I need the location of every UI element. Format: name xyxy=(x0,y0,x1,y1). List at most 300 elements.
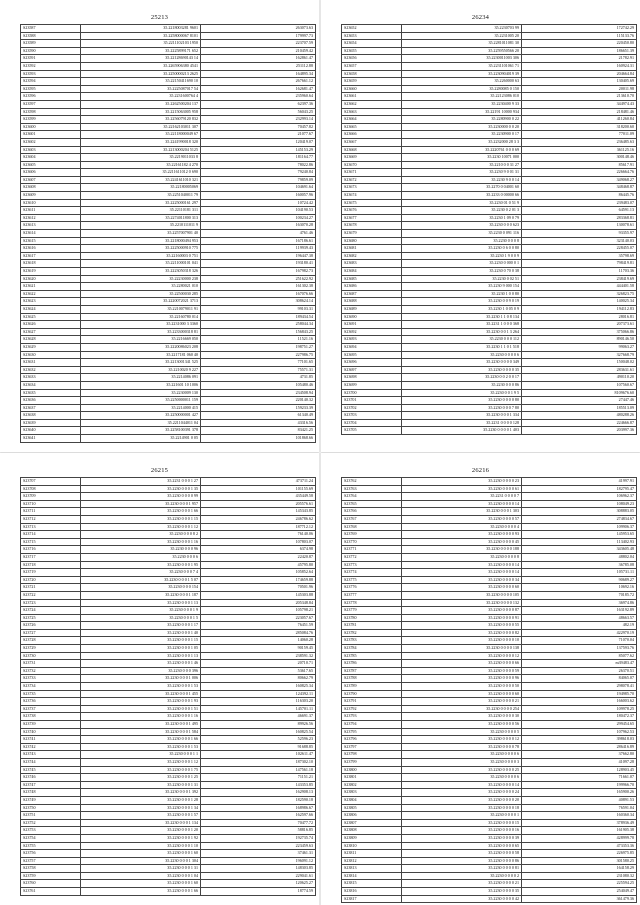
row-id-cell: S23788 xyxy=(342,675,402,683)
value-cell: 148303.85 xyxy=(201,865,316,873)
row-id-cell: S23708 xyxy=(21,485,81,493)
value-cell: 490110.20 xyxy=(522,374,637,382)
data-table xyxy=(341,477,637,903)
row-id-cell: S23655 xyxy=(342,47,402,55)
row-id-cell: S23634 xyxy=(21,381,81,389)
row-id-cell: S23601 xyxy=(21,131,81,139)
value-cell: 187712.12 xyxy=(201,523,316,531)
coordinate-cell: 35.2230 0 0 0 154 xyxy=(81,584,201,592)
table-row xyxy=(342,812,637,820)
value-cell: 35798.69 xyxy=(522,252,637,260)
table-row xyxy=(21,154,316,162)
coordinate-cell: 35.2231000 3 3360 xyxy=(81,321,201,329)
coordinate-cell: 35.2230 0 0 0 1 20 xyxy=(81,827,201,835)
value-cell: 76451.59 xyxy=(201,622,316,630)
table-row xyxy=(21,328,316,336)
coordinate-cell: 35.2230 0 0 0 0 80 xyxy=(402,397,522,405)
coordinate-cell: 35.2230 0 0 0 1 92 xyxy=(81,834,201,842)
row-id-cell: S23678 xyxy=(342,222,402,230)
table-row xyxy=(342,895,637,903)
table-row xyxy=(21,252,316,260)
row-id-cell: S23750 xyxy=(21,804,81,812)
row-id-cell: S23789 xyxy=(342,683,402,691)
row-id-cell: S23793 xyxy=(342,713,402,721)
coordinate-cell: 35.2233000318 81 xyxy=(81,328,201,336)
coordinate-cell: 35.2230 0 0 0 1 95 xyxy=(81,561,201,569)
table-row xyxy=(342,419,637,427)
table-row xyxy=(21,25,316,33)
table-row xyxy=(21,343,316,351)
row-id-cell: S23621 xyxy=(21,283,81,291)
coordinate-cell: 35.2230 0 0 0 0 21 xyxy=(402,698,522,706)
table-row xyxy=(21,698,316,706)
table-row xyxy=(342,622,637,630)
coordinate-cell: 35.2231 0 0 0 0 7 xyxy=(402,493,522,501)
row-id-cell: S23682 xyxy=(342,252,402,260)
coordinate-cell: 35.2230703 99 xyxy=(402,25,522,33)
row-id-cell: S23764 xyxy=(342,493,402,501)
table-row xyxy=(21,721,316,729)
value-cell: 70457.82 xyxy=(201,123,316,131)
value-cell: 196447.38 xyxy=(201,252,316,260)
value-cell: 326823.75 xyxy=(522,290,637,298)
value-cell: 203997.36 xyxy=(522,427,637,435)
table-row xyxy=(21,789,316,797)
table-row xyxy=(342,766,637,774)
value-cell: 236485.63 xyxy=(522,138,637,146)
row-id-cell: S23704 xyxy=(342,419,402,427)
coordinate-cell: 35.2230 0 0 0 0 50 xyxy=(402,683,522,691)
table-row xyxy=(342,343,637,351)
page-title: 26215 xyxy=(150,467,169,474)
table-row xyxy=(21,713,316,721)
table-row xyxy=(21,599,316,607)
row-id-cell: S23737 xyxy=(21,705,81,713)
coordinate-cell: 35.2230 0 0 0 0 18 xyxy=(402,804,522,812)
value-cell: 238591.32 xyxy=(201,652,316,660)
table-row xyxy=(21,199,316,207)
value-cell: 246786.62 xyxy=(201,515,316,523)
table-row xyxy=(342,880,637,888)
value-cell: 37662.80 xyxy=(522,751,637,759)
coordinate-cell: 35.2210079011 91 xyxy=(81,305,201,313)
value-cell: 482.19 xyxy=(522,622,637,630)
value-cell: 79240.84 xyxy=(201,169,316,177)
value-cell: 93355.97 xyxy=(522,230,637,238)
row-id-cell: S23800 xyxy=(342,766,402,774)
row-id-cell: S23730 xyxy=(21,652,81,660)
coordinate-cell: 35.2230 0 0 0 0 349 xyxy=(402,359,522,367)
table-row xyxy=(21,872,316,880)
row-id-cell: S23664 xyxy=(342,116,402,124)
coordinate-cell: 35.2230 0 0 0 0 96 xyxy=(402,675,522,683)
table-row xyxy=(342,827,637,835)
row-id-cell: S23745 xyxy=(21,766,81,774)
coordinate-cell: 35.2230 0 091 116 xyxy=(402,230,522,238)
value-cell: 104691.64 xyxy=(201,184,316,192)
coordinate-cell: 35.22191 10000 934 xyxy=(402,108,522,116)
coordinate-cell: 35.2231005 20 xyxy=(402,32,522,40)
table-row xyxy=(21,667,316,675)
value-cell: 79859.09 xyxy=(201,176,316,184)
value-cell: 14060.28 xyxy=(201,637,316,645)
data-table xyxy=(341,24,637,435)
value-cell: 77101.65 xyxy=(201,359,316,367)
row-id-cell: S23779 xyxy=(342,607,402,615)
row-id-cell: S23740 xyxy=(21,728,81,736)
row-id-cell: S23592 xyxy=(21,62,81,70)
value-cell: 78022.86 xyxy=(201,161,316,169)
coordinate-cell: 35.2230900 0 17 xyxy=(402,131,522,139)
table-row xyxy=(21,781,316,789)
coordinate-cell: 35.2230 0 0 0 0 55 xyxy=(402,622,522,630)
table-row xyxy=(21,374,316,382)
value-cell: 119939.43 xyxy=(201,245,316,253)
table-row xyxy=(21,290,316,298)
row-id-cell: S23626 xyxy=(21,321,81,329)
table-row xyxy=(342,116,637,124)
table-row xyxy=(21,819,316,827)
coordinate-cell: 35.2230 0 0 0 112 xyxy=(402,336,522,344)
row-id-cell: S23628 xyxy=(21,336,81,344)
row-id-cell: S23739 xyxy=(21,721,81,729)
coordinate-cell: 35.2211000101 041 xyxy=(81,260,201,268)
value-cell: 145343.85 xyxy=(201,508,316,516)
coordinate-cell: 35.2230 0 0 0 0 57 xyxy=(402,515,522,523)
value-cell: 223707.59 xyxy=(201,40,316,48)
coordinate-cell: 35.2230 9 0 0 14 xyxy=(402,176,522,184)
row-id-cell: S23802 xyxy=(342,781,402,789)
coordinate-cell: 35.2280900 0 22 xyxy=(402,116,522,124)
row-id-cell: S23774 xyxy=(342,569,402,577)
row-id-cell: S23749 xyxy=(21,796,81,804)
value-cell: 48802.04 xyxy=(522,553,637,561)
row-id-cell: S23761 xyxy=(21,888,81,896)
table-row xyxy=(342,758,637,766)
coordinate-cell: 35.2230 0 0 0 86 xyxy=(402,381,522,389)
table-row xyxy=(342,359,637,367)
row-id-cell: S23605 xyxy=(21,161,81,169)
table-row xyxy=(21,774,316,782)
value-cell: 105731.11 xyxy=(522,569,637,577)
value-cell: 61340.49 xyxy=(201,412,316,420)
coordinate-cell: 35.2230 0 0 0 1 40 xyxy=(81,629,201,637)
row-id-cell: S23680 xyxy=(342,237,402,245)
table-row xyxy=(342,351,637,359)
page-4 xyxy=(321,453,640,905)
row-id-cell: S23676 xyxy=(342,207,402,215)
table-row xyxy=(342,743,637,751)
value-cell: 254049.47 xyxy=(522,888,637,896)
table-row xyxy=(21,561,316,569)
row-id-cell: S23720 xyxy=(21,576,81,584)
row-id-cell: S23801 xyxy=(342,774,402,782)
table-row xyxy=(342,652,637,660)
row-id-cell: S23690 xyxy=(342,313,402,321)
coordinate-cell: 35.2230 0 0 0 1 187 xyxy=(81,591,201,599)
row-id-cell: S23594 xyxy=(21,78,81,86)
row-id-cell: S23606 xyxy=(21,169,81,177)
row-id-cell: S23673 xyxy=(342,184,402,192)
coordinate-cell: 35.2230 0 0 0 0 25 xyxy=(402,766,522,774)
table-row xyxy=(342,230,637,238)
table-row xyxy=(21,397,316,405)
row-id-cell: S23768 xyxy=(342,523,402,531)
value-cell: 168986.67 xyxy=(201,804,316,812)
row-id-cell: S23816 xyxy=(342,888,402,896)
row-id-cell: S23817 xyxy=(342,895,402,903)
value-cell: 179997.73 xyxy=(201,32,316,40)
row-id-cell: S23733 xyxy=(21,675,81,683)
value-cell: 53617.65 xyxy=(201,667,316,675)
coordinate-cell: 35.2230 0 0 0 1 28 xyxy=(81,796,201,804)
table-row xyxy=(342,283,637,291)
coordinate-cell: 35.2230 0 0 0 396 xyxy=(81,667,201,675)
row-id-cell: S23674 xyxy=(342,192,402,200)
row-id-cell: S23618 xyxy=(21,260,81,268)
row-id-cell: S23806 xyxy=(342,812,402,820)
row-id-cell: S23623 xyxy=(21,298,81,306)
coordinate-cell: 35.2213000204 5125 xyxy=(81,146,201,154)
table-row xyxy=(342,313,637,321)
table-row xyxy=(21,404,316,412)
value-cell: 41097.28 xyxy=(522,758,637,766)
row-id-cell: S23703 xyxy=(342,412,402,420)
row-id-cell: S23813 xyxy=(342,865,402,873)
coordinate-cell: 35.2230 0 0 0 0 81 xyxy=(402,865,522,873)
row-id-cell: S23596 xyxy=(21,93,81,101)
table-row xyxy=(21,683,316,691)
table-row xyxy=(342,523,637,531)
row-id-cell: S23742 xyxy=(21,743,81,751)
table-row xyxy=(342,660,637,668)
table-row xyxy=(21,591,316,599)
value-cell: 285084.76 xyxy=(201,629,316,637)
row-id-cell: S23599 xyxy=(21,116,81,124)
table-row xyxy=(21,192,316,200)
row-id-cell: S23746 xyxy=(21,774,81,782)
row-id-cell: S23635 xyxy=(21,389,81,397)
row-id-cell: S23675 xyxy=(342,199,402,207)
value-cell: 231080.32 xyxy=(522,872,637,880)
table-row xyxy=(21,108,316,116)
row-id-cell: S23777 xyxy=(342,591,402,599)
coordinate-cell: 35.2230 1 1 0 8 134 xyxy=(402,313,522,321)
coordinate-cell: 35.2250000213 2625 xyxy=(81,70,201,78)
coordinate-cell: 35.2230 0 0 0 0 5 xyxy=(402,728,522,736)
row-id-cell: S23798 xyxy=(342,751,402,759)
coordinate-cell: 35.2230 0 6 0 0 80 xyxy=(402,245,522,253)
table-row xyxy=(21,660,316,668)
coordinate-cell: 35.2230 0 0 0 1 46 xyxy=(81,660,201,668)
coordinate-cell: 35.2230 0 0 0 0 86 xyxy=(402,857,522,865)
row-id-cell: S23591 xyxy=(21,55,81,63)
value-cell: 193180.41 xyxy=(201,260,316,268)
value-cell: 308883.05 xyxy=(522,508,637,516)
value-cell: 161302.38 xyxy=(201,283,316,291)
coordinate-cell: 35.2230 0 0 0 1 334 xyxy=(402,412,522,420)
value-cell: 323140.03 xyxy=(522,237,637,245)
value-cell: 113402.93 xyxy=(522,538,637,546)
value-cell: 228455.07 xyxy=(522,245,637,253)
table-row xyxy=(21,523,316,531)
value-cell: 41997.91 xyxy=(522,478,637,486)
table-row xyxy=(21,351,316,359)
value-cell: m39483.47 xyxy=(522,660,637,668)
value-cell: 199966.70 xyxy=(522,781,637,789)
value-cell: 143353.85 xyxy=(201,781,316,789)
row-id-cell: S23589 xyxy=(21,40,81,48)
row-id-cell: S23807 xyxy=(342,819,402,827)
row-id-cell: S23723 xyxy=(21,599,81,607)
table-row xyxy=(21,230,316,238)
table-row xyxy=(21,283,316,291)
row-id-cell: S23795 xyxy=(342,728,402,736)
table-row xyxy=(342,62,637,70)
row-id-cell: S23692 xyxy=(342,328,402,336)
row-id-cell: S23770 xyxy=(342,538,402,546)
value-cell: 890146.50 xyxy=(522,336,637,344)
coordinate-cell: 35.2241990018 320 xyxy=(81,138,201,146)
value-cell: 473711.24 xyxy=(201,478,316,486)
coordinate-cell: 35.2233 0 00000 66 xyxy=(402,192,522,200)
coordinate-cell: 35.2230 1 09 0 79 xyxy=(402,214,522,222)
coordinate-cell: 35.2230 0 02 51 xyxy=(402,275,522,283)
table-row xyxy=(21,850,316,858)
value-cell: 10724.42 xyxy=(201,199,316,207)
value-cell: 99063.27 xyxy=(522,343,637,351)
coordinate-cell: 35.2230 0 0 0 0 6 xyxy=(402,774,522,782)
value-cell: 229041.61 xyxy=(201,872,316,880)
table-row xyxy=(21,100,316,108)
row-id-cell: S23811 xyxy=(342,850,402,858)
row-id-cell: S23736 xyxy=(21,698,81,706)
row-id-cell: S23669 xyxy=(342,154,402,162)
coordinate-cell: 35.2230 9 0 01 31 xyxy=(402,169,522,177)
table-row xyxy=(21,161,316,169)
table-row xyxy=(342,336,637,344)
table-row xyxy=(21,366,316,374)
coordinate-cell: 35.2230 10071 000 xyxy=(402,154,522,162)
coordinate-cell: 35.2230 0 0 0 0 105 xyxy=(402,591,522,599)
row-id-cell: S23613 xyxy=(21,222,81,230)
coordinate-cell: 35.2216669 050 xyxy=(81,336,201,344)
row-id-cell: S23627 xyxy=(21,328,81,336)
row-id-cell: S23615 xyxy=(21,237,81,245)
value-cell: 444401.58 xyxy=(522,283,637,291)
table-row xyxy=(21,515,316,523)
value-cell: 85617.91 xyxy=(522,161,637,169)
value-cell: 198751.27 xyxy=(201,343,316,351)
row-id-cell: S23659 xyxy=(342,78,402,86)
table-row xyxy=(342,100,637,108)
row-id-cell: S23702 xyxy=(342,404,402,412)
table-row xyxy=(21,298,316,306)
table-row xyxy=(342,404,637,412)
value-cell: 116303.20 xyxy=(201,698,316,706)
row-id-cell: S23611 xyxy=(21,207,81,215)
coordinate-cell: 35.2230 0 0 0 1 16 xyxy=(81,713,201,721)
table-row xyxy=(21,419,316,427)
coordinate-cell: 35.2258000067 8101 xyxy=(81,32,201,40)
row-id-cell: S23753 xyxy=(21,827,81,835)
table-row xyxy=(342,131,637,139)
value-cell: 226664.76 xyxy=(522,169,637,177)
value-cell: 80662.79 xyxy=(201,675,316,683)
table-row xyxy=(342,47,637,55)
row-id-cell: S23762 xyxy=(342,478,402,486)
value-cell: 167186.61 xyxy=(201,237,316,245)
row-id-cell: S23653 xyxy=(342,32,402,40)
coordinate-cell: 35.2230 0 000 0 1 xyxy=(402,260,522,268)
row-id-cell: S23701 xyxy=(342,397,402,405)
table-row xyxy=(342,176,637,184)
coordinate-cell: 35.2230 0 0 0 0 3 xyxy=(402,758,522,766)
table-row xyxy=(21,478,316,486)
value-cell: 160924.31 xyxy=(522,62,637,70)
row-id-cell: S23754 xyxy=(21,834,81,842)
coordinate-cell: 35.2230 0 0 0 0 61 xyxy=(402,485,522,493)
coordinate-cell: 35.2230 0 0 0 0 6 xyxy=(402,351,522,359)
value-cell: 77011.09 xyxy=(522,131,637,139)
table-row xyxy=(342,508,637,516)
coordinate-cell: 35.221601 10 1006 xyxy=(81,381,201,389)
coordinate-cell: 35.2230 0 0 0 0 12 xyxy=(402,736,522,744)
table-row xyxy=(342,138,637,146)
row-id-cell: S23679 xyxy=(342,230,402,238)
coordinate-cell: 35.2270 0 04001 60 xyxy=(402,184,522,192)
coordinate-cell: 35.2274011800 313 xyxy=(81,214,201,222)
row-id-cell: S23667 xyxy=(342,138,402,146)
coordinate-cell: 35.2230 0 0 0 0 23 xyxy=(402,478,522,486)
value-cell: 223459.63 xyxy=(201,842,316,850)
table-row xyxy=(342,184,637,192)
coordinate-cell: 35.2230 0 0 0 1 60 xyxy=(81,880,201,888)
table-row xyxy=(21,758,316,766)
row-id-cell: S23732 xyxy=(21,667,81,675)
row-id-cell: S23815 xyxy=(342,880,402,888)
coordinate-cell: 35.2230 0 0 0 1 05 xyxy=(81,645,201,653)
coordinate-cell: 35.2230 0 0 0 1 31 xyxy=(81,865,201,873)
row-id-cell: S23590 xyxy=(21,47,81,55)
table-row xyxy=(21,736,316,744)
value-cell: 101868.66 xyxy=(201,435,316,443)
row-id-cell: S23630 xyxy=(21,351,81,359)
value-cell: 164158.29 xyxy=(522,865,637,873)
table-row xyxy=(342,819,637,827)
value-cell: 27447.46 xyxy=(522,397,637,405)
row-id-cell: S23656 xyxy=(342,55,402,63)
table-row xyxy=(21,766,316,774)
coordinate-cell: 35.2230 0 0 2 0 0 17 xyxy=(402,374,522,382)
row-id-cell: S23595 xyxy=(21,85,81,93)
table-row xyxy=(21,553,316,561)
row-id-cell: S23707 xyxy=(21,478,81,486)
table-row xyxy=(21,260,316,268)
value-cell: 145701.11 xyxy=(201,705,316,713)
table-row xyxy=(21,645,316,653)
value-cell: 106962.37 xyxy=(522,493,637,501)
row-id-cell: S23693 xyxy=(342,336,402,344)
row-id-cell: S23785 xyxy=(342,652,402,660)
coordinate-cell: 35.2230 0 0 0 1 957 xyxy=(81,500,201,508)
row-id-cell: S23694 xyxy=(342,343,402,351)
row-id-cell: S23748 xyxy=(21,789,81,797)
row-id-cell: S23744 xyxy=(21,758,81,766)
coordinate-cell: 35.2230 0 0 0 1 9 xyxy=(81,607,201,615)
row-id-cell: S23747 xyxy=(21,781,81,789)
coordinate-cell: 35.2225899171 652 xyxy=(81,47,201,55)
